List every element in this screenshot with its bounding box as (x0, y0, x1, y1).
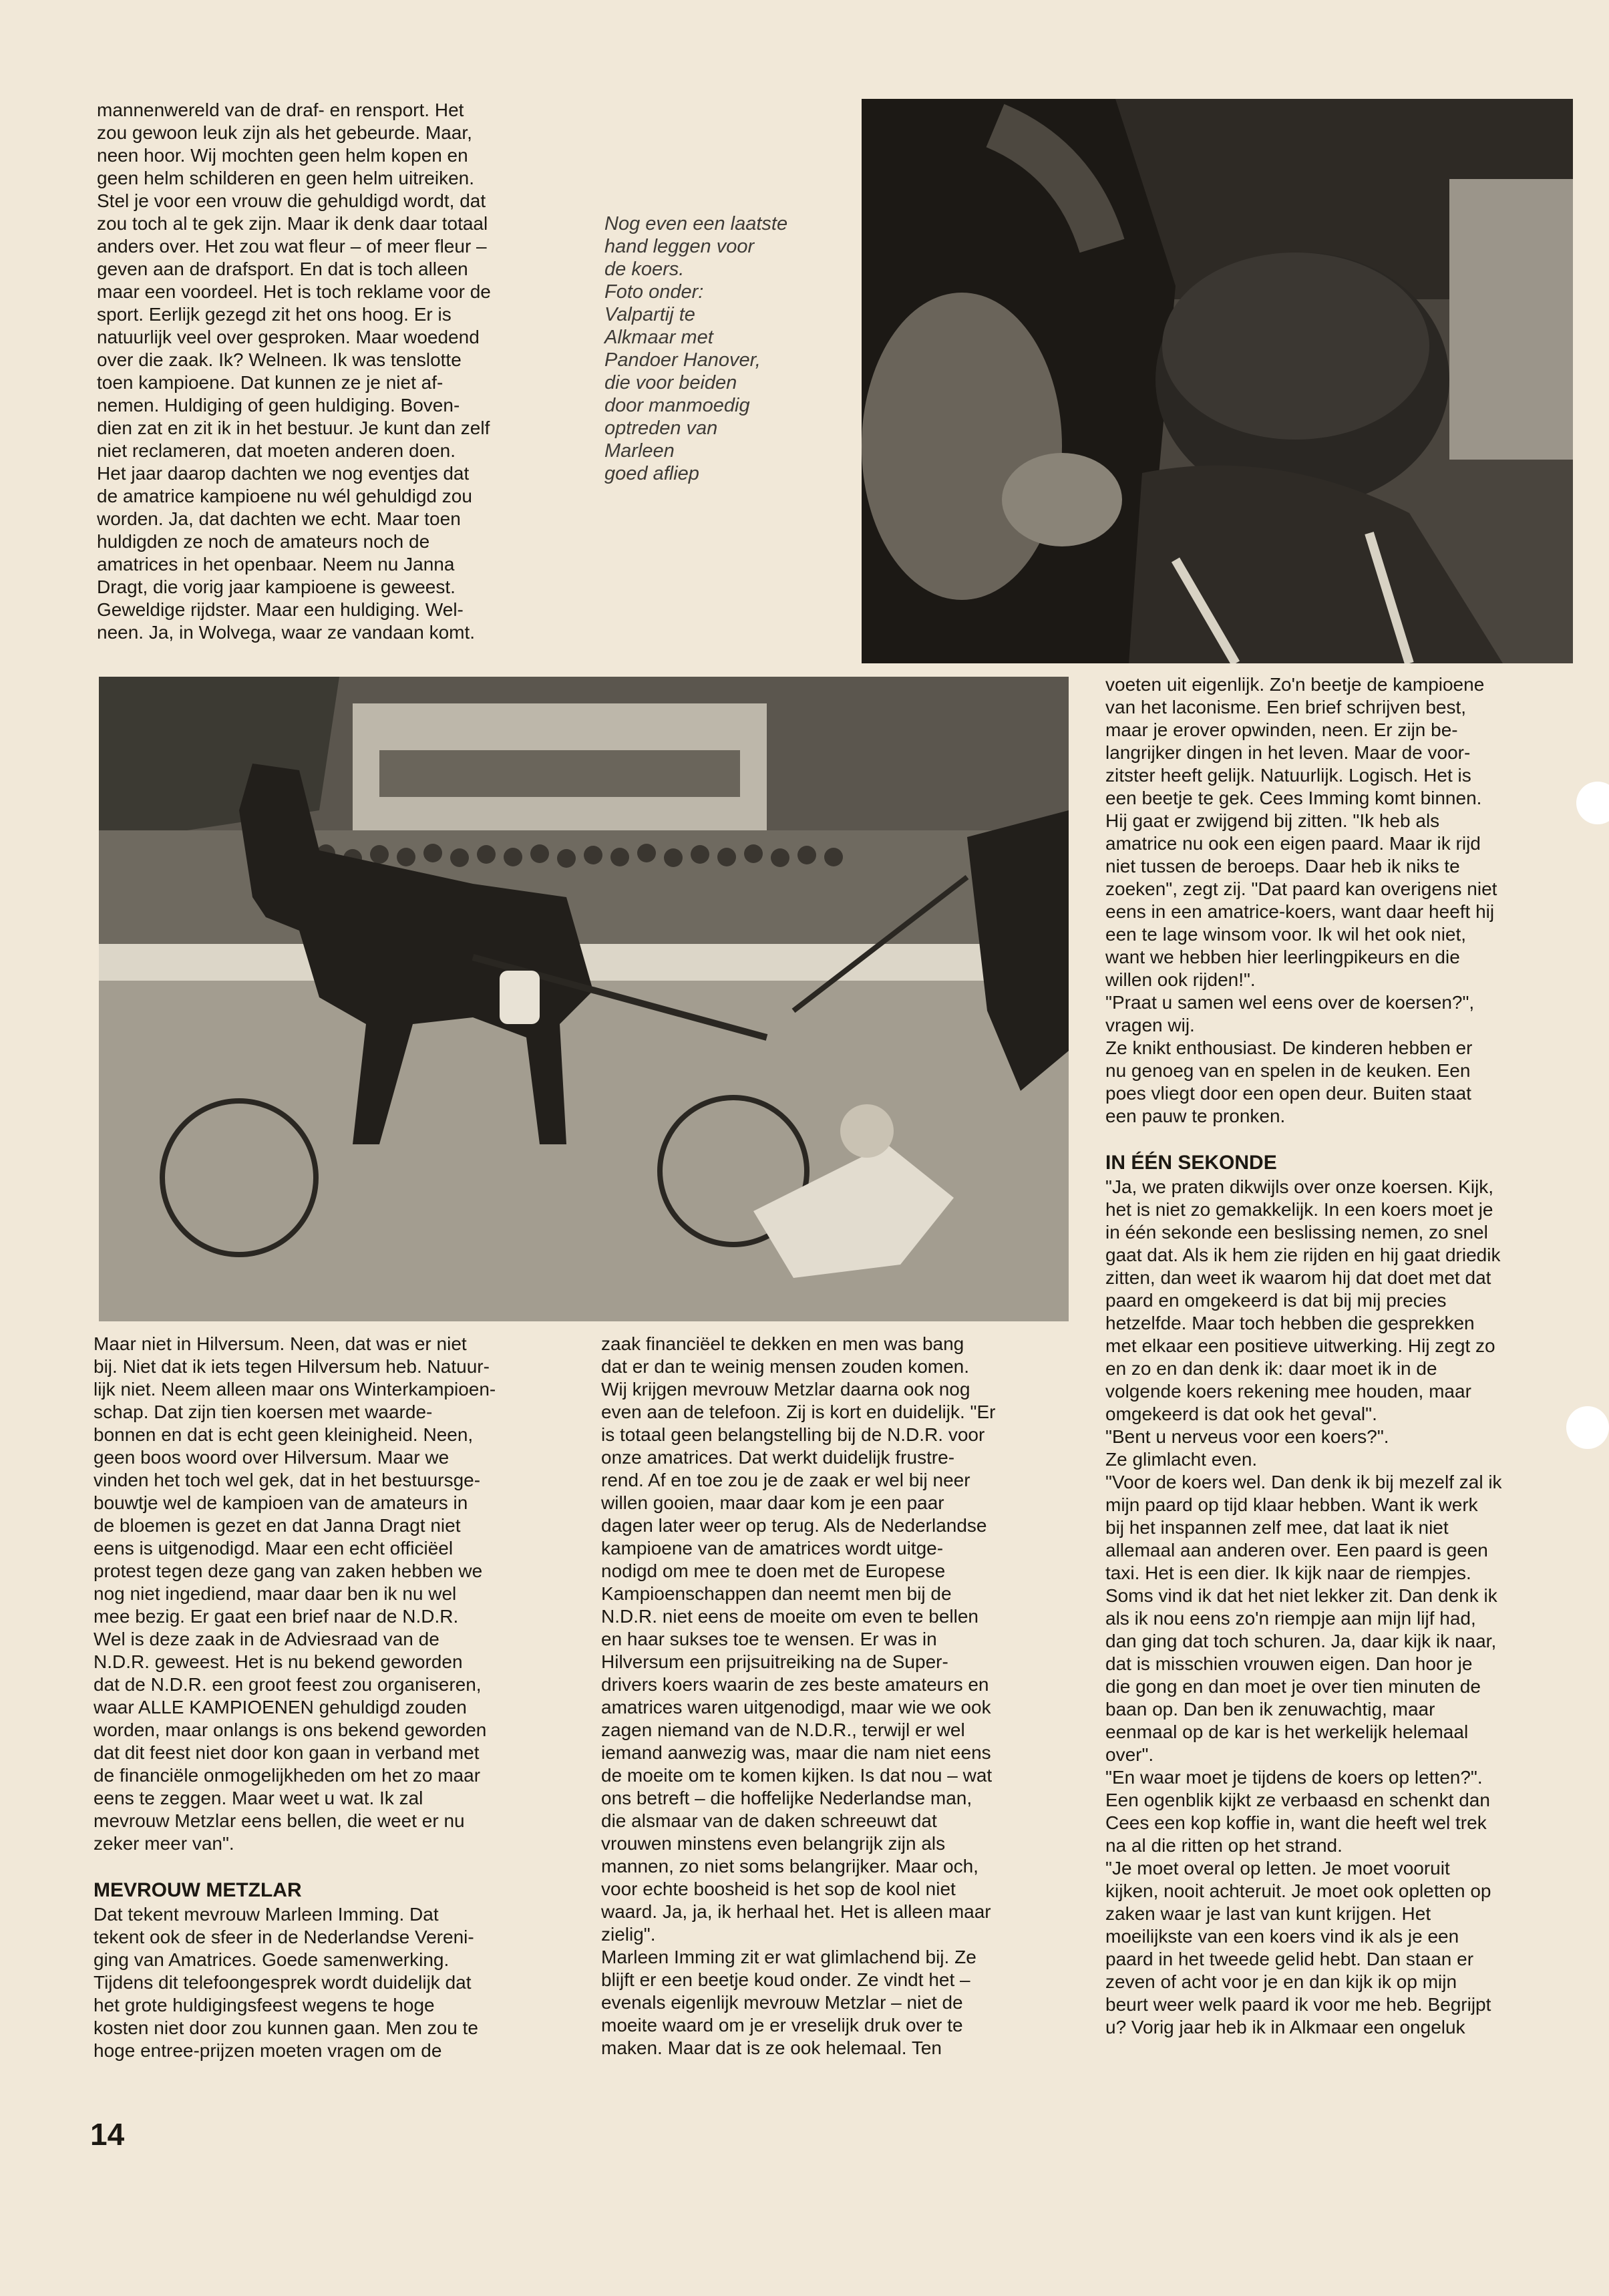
fall-photo-graphic (99, 677, 1069, 1321)
paragraph: voeten uit eigenlijk. Zo'n beetje de kampioene van het laconisme. Een brief schrijven best, maar je erover opwinden, neen. Er zijn be- langrijker dingen in het leven. Maar de voor- zitster heeft gelijk. Natuurlijk. Logisch. Het is een beetje te gek. Cees Imming komt binnen. Hij gaat er zwijgend bij zitten. "Ik heb als amatrice nu ook een eigen paard. Maar ik rijd niet tussen de beroeps. Daar heb ik niks te zoeken", zegt zij. "Dat paard kan overigens niet eens in een amatrice-koers, want daar heeft hij een te lage winsom voor. Ik wil het ook niet, want we hebben hier leerlingpikeurs en die willen ook rijden!". "Praat u samen wel eens over de koersen?", vragen wij. Ze knikt enthousiast. De kinderen hebben er nu genoeg van en spelen in de keuken. Een poes vliegt door een open deur. Buiten staat een pauw te pronken. (1105, 674, 1497, 1126)
section-heading-mevrouw-metzlar: MEVROUW METZLAR (94, 1879, 302, 1901)
text-top-left (97, 99, 568, 644)
page-number: 14 (90, 2117, 125, 2152)
paragraph: Dat tekent mevrouw Marleen Imming. Dat tekent ook de sfeer in de Nederlandse Vereni- ging van Amatrices. Goede samenwerking. Tijdens dit telefoongesprek wordt duidelijk dat het grote huldigingsfeest wegens te hoge kosten niet door zou kunnen gaan. Men zou te hoge entree-prijzen moeten vragen om de (94, 1904, 478, 2061)
text-right-upper (1105, 673, 1573, 2039)
text-left-lower (94, 1333, 568, 2062)
driver-photo-graphic (862, 99, 1573, 663)
punch-hole-top (1576, 782, 1609, 824)
punch-hole-bottom (1566, 1406, 1609, 1449)
photo-caption: Nog even een laatste hand leggen voor de koers. Foto onder: Valpartij te Alkmaar met Pandoer Hanover, die voor beiden door manmoedig optreden van Marleen goed afliep (604, 213, 788, 484)
section-heading-in-een-sekonde: IN ÉÉN SEKONDE (1105, 1152, 1277, 1174)
paragraph: zaak financiëel te dekken en men was bang dat er dan te weinig mensen zouden komen. Wij krijgen mevrouw Metzlar daarna ook nog even aan de telefoon. Zij is kort en duidelijk. "Er is totaal geen belangstelling bij de N.D.R. voor onze amatrices. Dat werkt duidelijk frustre- rend. Af en toe zou je de zaak er wel bij neer willen gooien, maar daar kom je een paar dagen later weer op terug. Als de Nederlandse kampioene van de amatrices wordt uitge- nodigd om mee te doen met de Europese Kampioenschappen dan neemt men bij de N.D.R. niet eens de moeite om even te bellen en haar sukses toe te wensen. Er was in Hilversum een prijsuitreiking na de Super- drivers koers waarin de zes beste amateurs en amatrices waren uitgenodigd, maar wie we ook zagen niemand van de N.D.R., terwijl er wel iemand aanwezig was, maar die nam niet eens de moeite om te komen kijken. Is dat nou – wat ons betreft – die hoffelijke Nederlandse man, die alsmaar van de daken schreeuwt dat vrouwen minstens even belangrijk zijn als mannen, zo niet soms belangrijker. Maar och, voor echte boosheid is het sop de kool niet waard. Ja, ja, ik herhaal het. Het is alleen maar zielig". Marleen Imming zit er wat glimlachend bij. Ze blijft er een beetje koud onder. Ze vindt het – evenals eigenlijk mevrouw Metzlar – niet de moeite waard om je er vreselijk druk over te maken. Maar dat is ze ook helemaal. Ten (601, 1333, 996, 2058)
text-mid-lower (601, 1333, 1065, 2060)
paragraph: mannenwereld van de draf- en rensport. Het zou gewoon leuk zijn als het gebeurde. Maar, neen hoor. Wij mochten geen helm kopen en geen helm schilderen en geen helm uitreiken. Stel je voor een vrouw die gehuldigd wordt, dat zou toch al te gek zijn. Maar ik denk daar totaal anders over. Het zou wat fleur – of meer fleur – geven aan de drafsport. En dat is toch alleen maar een voordeel. Het is toch reklame voor de sport. Eerlijk gezegd zit het ons hoog. Er is natuurlijk veel over gesproken. Maar woedend over die zaak. Ik? Welneen. Ik was tenslotte toen kampioene. Dat kunnen ze je niet af- nemen. Huldiging of geen huldiging. Boven- dien zat en zit ik in het bestuur. Je kunt dan zelf niet reclameren, dat moeten anderen doen. Het jaar daarop dachten we nog eventjes dat de amatrice kampioene nu wél gehuldigd zou worden. Ja, dat dachten we echt. Maar toen huldigden ze noch de amateurs noch de amatrices in het openbaar. Neem nu Janna Dragt, die vorig jaar kampioene is geweest. Geweldige rijdster. Maar een huldiging. Wel- neen. Ja, in Wolvega, waar ze vandaan komt. (97, 100, 491, 643)
photo-harness-fall (99, 677, 1069, 1321)
paragraph: "Ja, we praten dikwijls over onze koersen. Kijk, het is niet zo gemakkelijk. In een koers moet je in één sekonde een beslissing nemen, zo snel gaat dat. Als ik hem zie rijden en hij gaat driedik zitten, dan weet ik waarom hij dat doet met dat paard en omgekeerd is dat bij mij precies hetzelfde. Maar toch hebben die gesprekken met elkaar een positieve uitwerking. Hij zegt zo en zo en dan denk ik: daar moet ik in de volgende koers rekening mee houden, maar omgekeerd is dat ook het geval". "Bent u nerveus voor een koers?". Ze glimlacht even. "Voor de koers wel. Dan denk ik bij mezelf zal ik mijn paard op tijd klaar hebben. Want ik werk bij het inspannen zelf mee, dat laat ik niet allemaal aan anderen over. Een paard is geen taxi. Het is een dier. Ik kijk naar de riempjes. Soms vind ik dat het niet lekker zit. Dan denk ik als ik nou eens zo'n riempje aan mijn lijf had, dan ging dat toch schuren. Ja, daar kijk ik naar, dat is misschien vrouwen eigen. Dan hoor je die gong en dan moet je over tien minuten de baan op. Dan ben ik zenuwachtig, maar eenmaal op de kar is het werkelijk helemaal over". "En waar moet je tijdens de koers op letten?". Een ogenblik kijkt ze verbaasd en schenkt dan Cees een kop koffie in, want die heeft wel trek na al die ritten op het strand. "Je moet overal op letten. Je moet vooruit kijken, nooit achteruit. Je moet ook opletten op zaken waar je last van kunt krijgen. Het moeilijkste van een koers vind ik als je een paard in het tweede gelid hebt. Dan staan er zeven of acht voor je en dan kijk ik op mijn beurt weer welk paard ik voor me heb. Begrijpt u? Vorig jaar heb ik in Alkmaar een ongeluk (1105, 1176, 1502, 2037)
photo-top-driver (862, 99, 1573, 663)
paragraph: Maar niet in Hilversum. Neen, dat was er niet bij. Niet dat ik iets tegen Hilversum heb. Natuur- lijk niet. Neem alleen maar ons Winterkampioen- schap. Dat zijn tien koersen met waarde- bonnen en dat is echt geen kleinigheid. Neen, geen boos woord over Hilversum. Maar we vinden het toch wel gek, dat in het bestuursge- bouwtje wel de kampioen van de amateurs in de bloemen is gezet en dat Janna Dragt niet eens is uitgenodigd. Maar een echt officiëel protest tegen deze gang van zaken hebben we nog niet ingediend, maar daar ben ik nu wel mee bezig. Er gaat een brief naar de N.D.R. Wel is deze zaak in de Adviesraad van de N.D.R. geweest. Het is nu bekend geworden dat de N.D.R. een groot feest zou organiseren, waar ALLE KAMPIOENEN gehuldigd zouden worden, maar onlangs is ons bekend geworden dat dit feest niet door kon gaan in verband met de financiële onmogelijkheden om het zo maar eens te zeggen. Maar weet u wat. Ik zal mevrouw Metzlar eens bellen, die weet er nu zeker meer van". (94, 1333, 496, 1854)
